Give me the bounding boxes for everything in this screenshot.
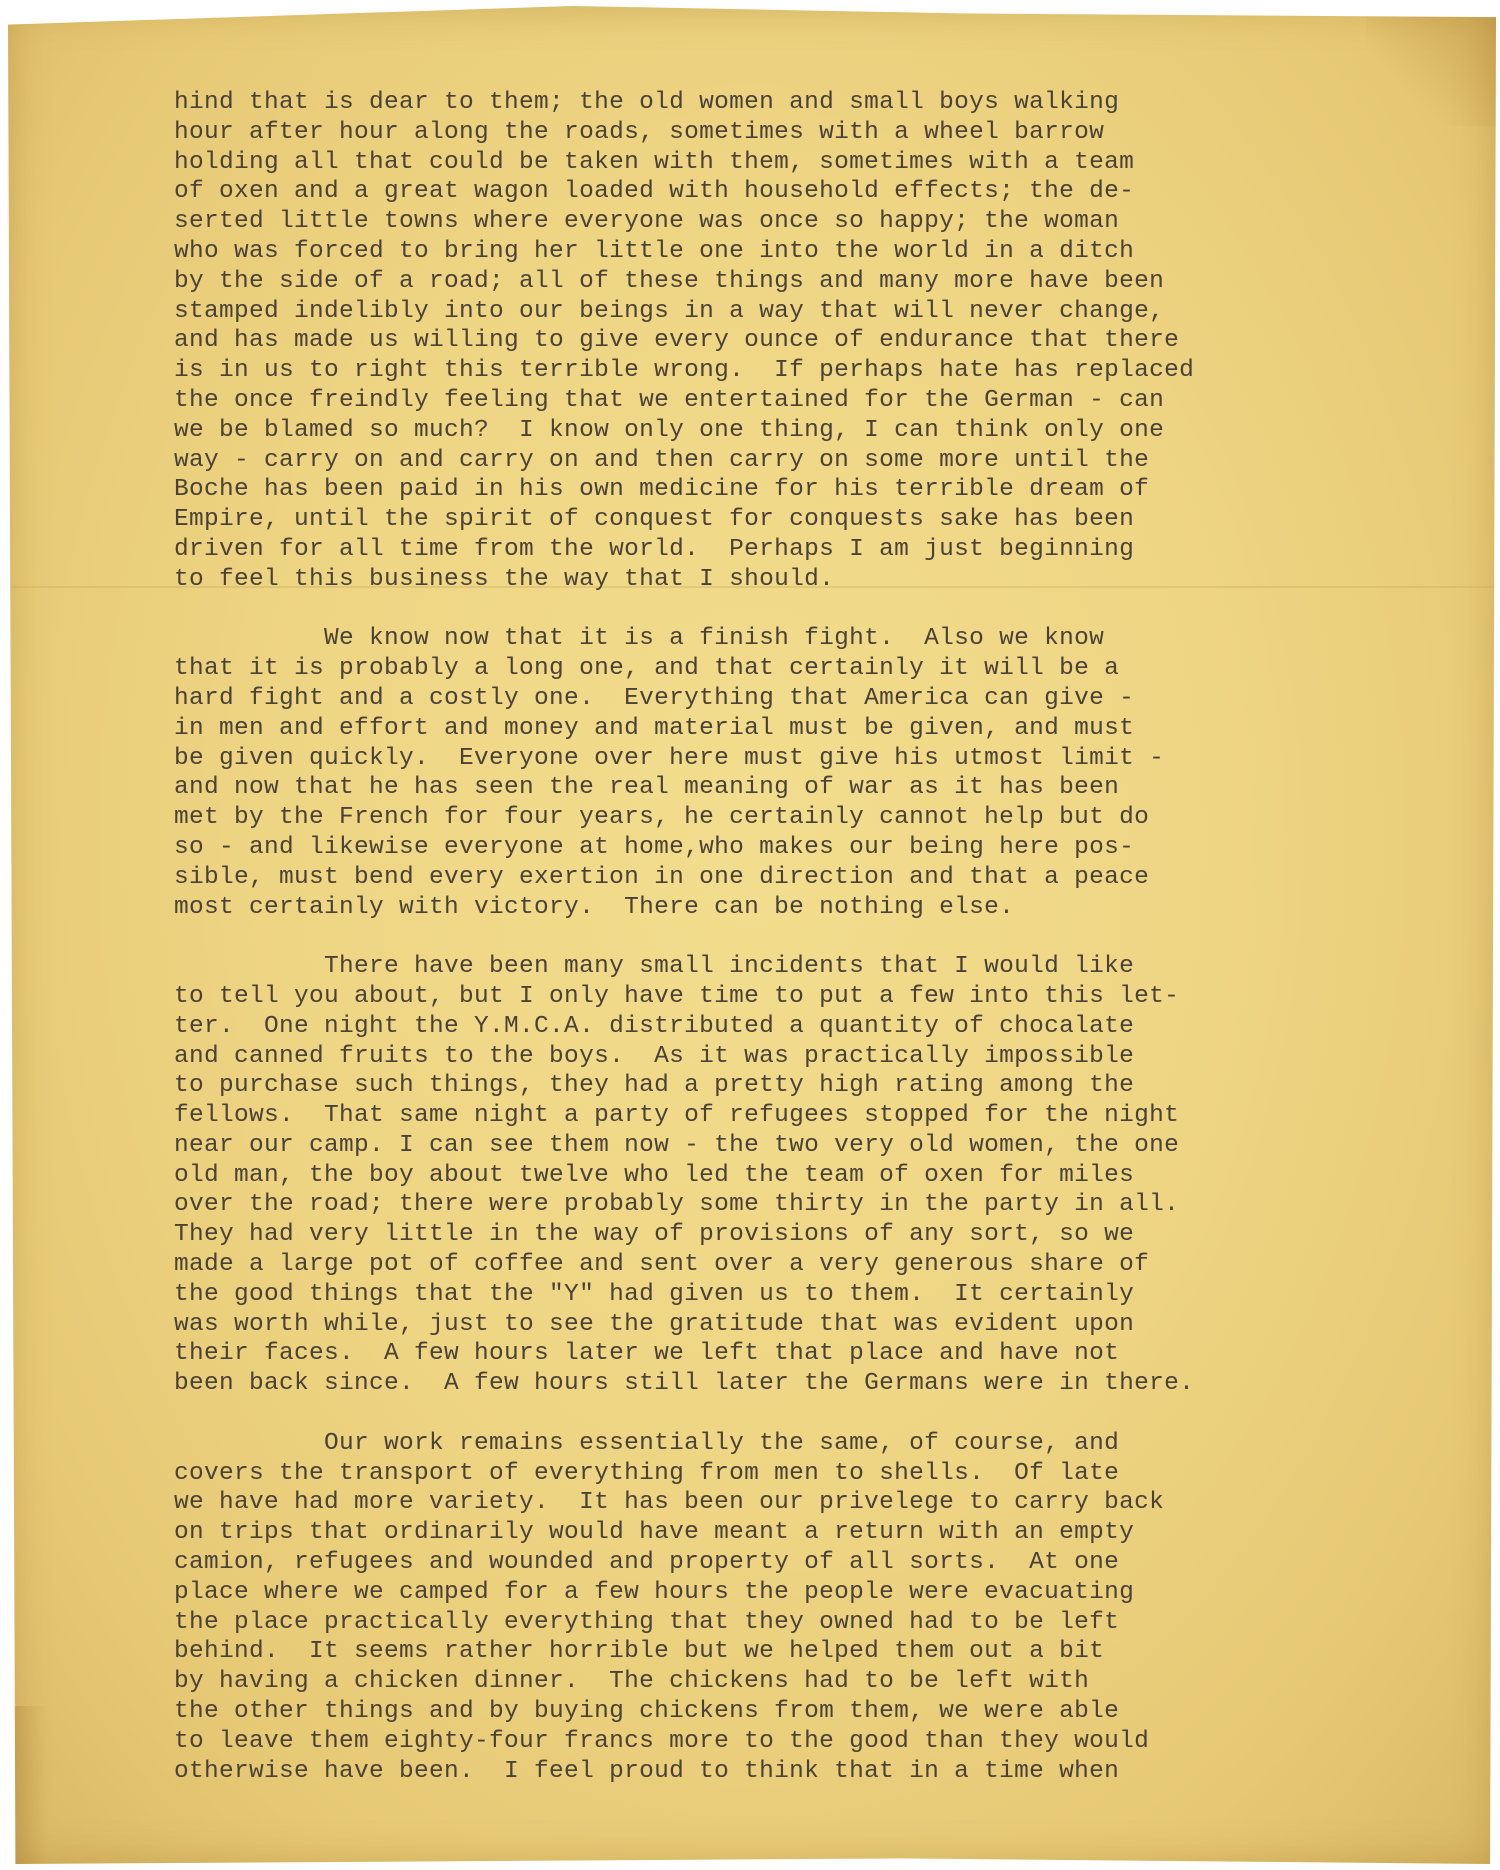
text-line: hard fight and a costly one. Everything that America can give - xyxy=(174,684,1135,712)
text-line: most certainly with victory. There can be nothing else. xyxy=(174,893,1015,921)
text-line: be given quickly. Everyone over here must give his utmost limit - xyxy=(174,744,1165,772)
text-line: by having a chicken dinner. The chickens had to be left with xyxy=(174,1668,1090,1696)
text-line: and canned fruits to the boys. As it was practically impossible xyxy=(174,1042,1135,1070)
text-line: They had very little in the way of provisions of any sort, so we xyxy=(174,1221,1135,1249)
text-line: by the side of a road; all of these things and many more have been xyxy=(174,267,1165,295)
text-line: old man, the boy about twelve who led the team of oxen for miles xyxy=(174,1161,1135,1189)
text-line: ter. One night the Y.M.C.A. distributed a quantity of chocalate xyxy=(174,1012,1135,1040)
text-line: so - and likewise everyone at home,who makes our being here pos- xyxy=(174,833,1135,861)
text-line: holding all that could be taken with them, sometimes with a team xyxy=(174,148,1135,176)
edge-stain xyxy=(8,1706,48,1864)
text-line: place where we camped for a few hours the people were evacuating xyxy=(174,1578,1135,1606)
text-line: been back since. A few hours still later the Germans were in there. xyxy=(174,1370,1195,1398)
text-line: serted little towns where everyone was once so happy; the woman xyxy=(174,208,1120,236)
paragraph xyxy=(174,88,1414,595)
text-line: is in us to right this terrible wrong. If perhaps hate has replaced xyxy=(174,357,1195,385)
text-line: near our camp. I can see them now - the two very old women, the one xyxy=(174,1131,1180,1159)
text-line: Boche has been paid in his own medicine for his terrible dream of xyxy=(174,476,1150,504)
text-line: way - carry on and carry on and then carry on some more until the xyxy=(174,446,1150,474)
text-line: met by the French for four years, he certainly cannot help but do xyxy=(174,804,1150,832)
text-line: the good things that the "Y" had given us to them. It certainly xyxy=(174,1280,1135,1308)
text-line: We know now that it is a finish fight. Also we know xyxy=(174,625,1105,653)
text-line: fellows. That same night a party of refugees stopped for the night xyxy=(174,1102,1180,1130)
text-line: the place practically everything that they owned had to be left xyxy=(174,1608,1120,1636)
text-line: stamped indelibly into our beings in a way that will never change, xyxy=(174,297,1165,325)
text-line: over the road; there were probably some thirty in the party in all. xyxy=(174,1191,1180,1219)
text-line: made a large pot of coffee and sent over a very generous share of xyxy=(174,1251,1150,1279)
text-line: on trips that ordinarily would have meant a return with an empty xyxy=(174,1519,1135,1547)
text-line: we have had more variety. It has been our privelege to carry back xyxy=(174,1489,1165,1517)
typed-letter-body xyxy=(174,88,1414,1816)
text-line: of oxen and a great wagon loaded with household effects; the de- xyxy=(174,178,1135,206)
text-line: who was forced to bring her little one into the world in a ditch xyxy=(174,237,1135,265)
text-line: their faces. A few hours later we left that place and have not xyxy=(174,1340,1120,1368)
text-line: hind that is dear to them; the old women and small boys walking xyxy=(174,89,1120,116)
paragraph xyxy=(174,624,1414,922)
text-line: the other things and by buying chickens from them, we were able xyxy=(174,1698,1120,1726)
text-line: and has made us willing to give every ounce of endurance that there xyxy=(174,327,1180,355)
text-line: to purchase such things, they had a pretty high rating among the xyxy=(174,1072,1135,1100)
text-line: camion, refugees and wounded and property of all sorts. At one xyxy=(174,1549,1120,1577)
text-line: behind. It seems rather horrible but we helped them out a bit xyxy=(174,1638,1105,1666)
text-line: the once freindly feeling that we entertained for the German - can xyxy=(174,386,1165,414)
paragraph xyxy=(174,952,1414,1399)
text-line: Empire, until the spirit of conquest for conquests sake has been xyxy=(174,506,1135,534)
text-line: driven for all time from the world. Perhaps I am just beginning xyxy=(174,535,1135,563)
text-line: sible, must bend every exertion in one direction and that a peace xyxy=(174,863,1150,891)
text-line: to leave them eighty-four francs more to the good than they would xyxy=(174,1727,1150,1755)
text-line: we be blamed so much? I know only one thing, I can think only one xyxy=(174,416,1165,444)
text-line: hour after hour along the roads, sometimes with a wheel barrow xyxy=(174,118,1105,146)
text-line: in men and effort and money and material must be given, and must xyxy=(174,714,1135,742)
text-line: There have been many small incidents that I would like xyxy=(174,953,1135,981)
paragraph xyxy=(174,1429,1414,1787)
text-line: covers the transport of everything from men to shells. Of late xyxy=(174,1459,1120,1487)
text-line: and now that he has seen the real meaning of war as it has been xyxy=(174,774,1120,802)
text-line: Our work remains essentially the same, of course, and xyxy=(174,1429,1120,1457)
text-line: was worth while, just to see the gratitude that was evident upon xyxy=(174,1310,1135,1338)
text-line: otherwise have been. I feel proud to think that in a time when xyxy=(174,1757,1120,1785)
text-line: to tell you about, but I only have time to put a few into this let- xyxy=(174,982,1180,1010)
text-line: that it is probably a long one, and that certainly it will be a xyxy=(174,655,1120,683)
text-line: to feel this business the way that I should. xyxy=(174,565,835,593)
